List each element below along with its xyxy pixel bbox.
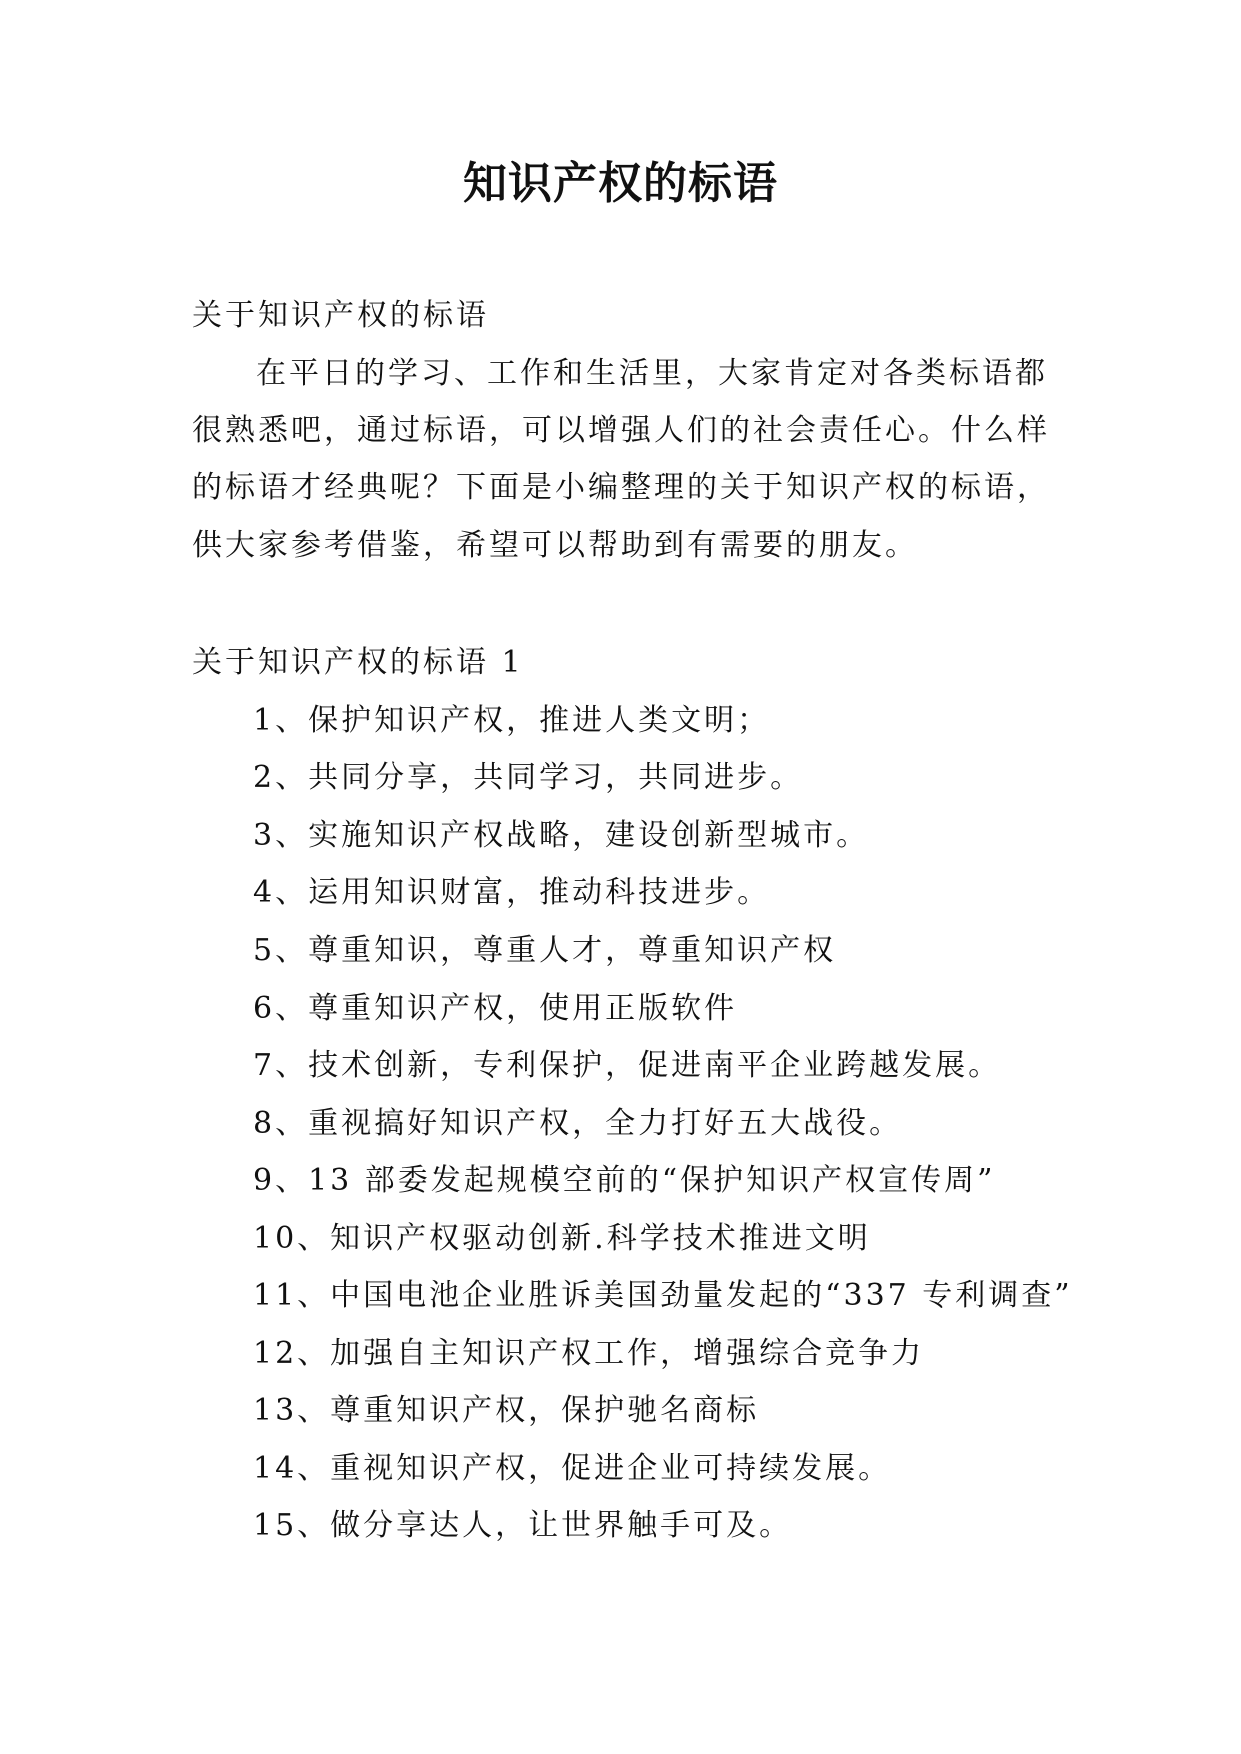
document-title: 知识产权的标语: [463, 158, 778, 209]
slogan-item: 14、重视知识产权，促进企业可持续发展。: [253, 1451, 892, 1486]
slogan-item: 11、中国电池企业胜诉美国劲量发起的“337 专利调查”: [253, 1278, 1073, 1313]
subtitle: 关于知识产权的标语: [192, 298, 489, 333]
slogan-item: 9、13 部委发起规模空前的“保护知识产权宣传周”: [253, 1163, 996, 1198]
section-heading: 关于知识产权的标语 1: [192, 645, 524, 680]
slogan-item: 1、保护知识产权，推进人类文明；: [253, 703, 771, 738]
slogan-item: 13、尊重知识产权，保护驰名商标: [253, 1393, 760, 1428]
intro-line: 供大家参考借鉴，希望可以帮助到有需要的朋友。: [192, 528, 918, 563]
intro-line: 的标语才经典呢？下面是小编整理的关于知识产权的标语，: [192, 470, 1050, 505]
slogan-item: 12、加强自主知识产权工作，增强综合竞争力: [253, 1336, 925, 1371]
slogan-item: 7、技术创新，专利保护，促进南平企业跨越发展。: [253, 1048, 1002, 1083]
intro-line: 在平日的学习、工作和生活里，大家肯定对各类标语都: [256, 356, 1048, 391]
slogan-item: 2、共同分享，共同学习，共同进步。: [253, 760, 804, 795]
slogan-item: 10、知识产权驱动创新.科学技术推进文明: [253, 1221, 871, 1256]
slogan-item: 5、尊重知识，尊重人才，尊重知识产权: [253, 933, 837, 968]
slogan-item: 15、做分享达人，让世界触手可及。: [253, 1508, 793, 1543]
intro-line: 很熟悉吧，通过标语，可以增强人们的社会责任心。什么样: [192, 413, 1050, 448]
slogan-item: 6、尊重知识产权，使用正版软件: [253, 991, 738, 1026]
slogan-item: 8、重视搞好知识产权，全力打好五大战役。: [253, 1106, 903, 1141]
slogan-item: 3、实施知识产权战略，建设创新型城市。: [253, 818, 870, 853]
slogan-item: 4、运用知识财富，推动科技进步。: [253, 875, 771, 910]
